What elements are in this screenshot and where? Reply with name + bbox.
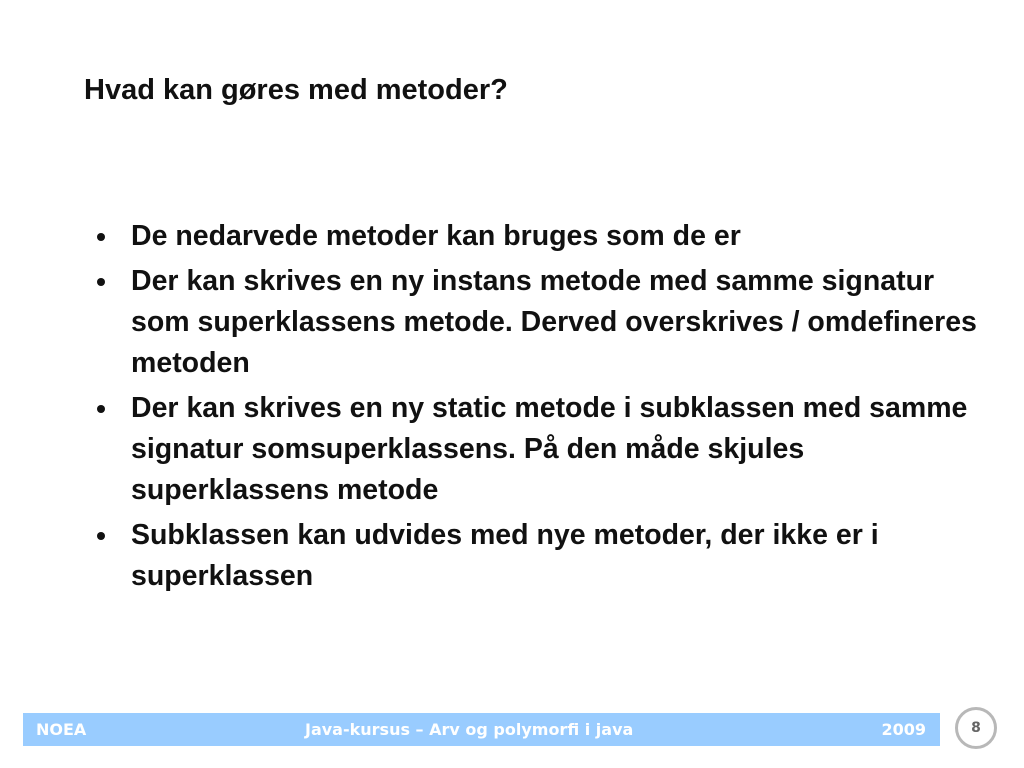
bullet-text: Der kan skrives en ny instans metode med samme signatur som superklassens metode. Derved overskrives / omdefineres metoden [131, 265, 977, 379]
bullet-item [92, 515, 992, 597]
page-number-badge [955, 707, 997, 749]
bullet-item [92, 216, 992, 257]
bullet-dot-icon [97, 233, 105, 241]
footer-organization: NOEA [36, 720, 87, 739]
bullet-text: Der kan skrives en ny static metode i subklassen med samme signatur somsuperklassens. På den måde skjules superklassens metode [131, 392, 968, 506]
slide-title: Hvad kan gøres med metoder? [84, 74, 508, 106]
bullet-dot-icon [97, 532, 105, 540]
bullet-item [92, 388, 992, 511]
bullet-text: Subklassen kan udvides med nye metoder, der ikke er i superklassen [131, 519, 879, 592]
footer-bar [23, 713, 940, 746]
bullet-dot-icon [97, 278, 105, 286]
bullet-text: De nedarvede metoder kan bruges som de er [131, 220, 741, 252]
bullet-dot-icon [97, 405, 105, 413]
footer-year: 2009 [881, 720, 926, 739]
bullet-item [92, 261, 992, 384]
bullet-list [92, 216, 992, 601]
footer-course-title: Java-kursus – Arv og polymorfi i java [305, 720, 634, 739]
page-number: 8 [971, 720, 981, 736]
